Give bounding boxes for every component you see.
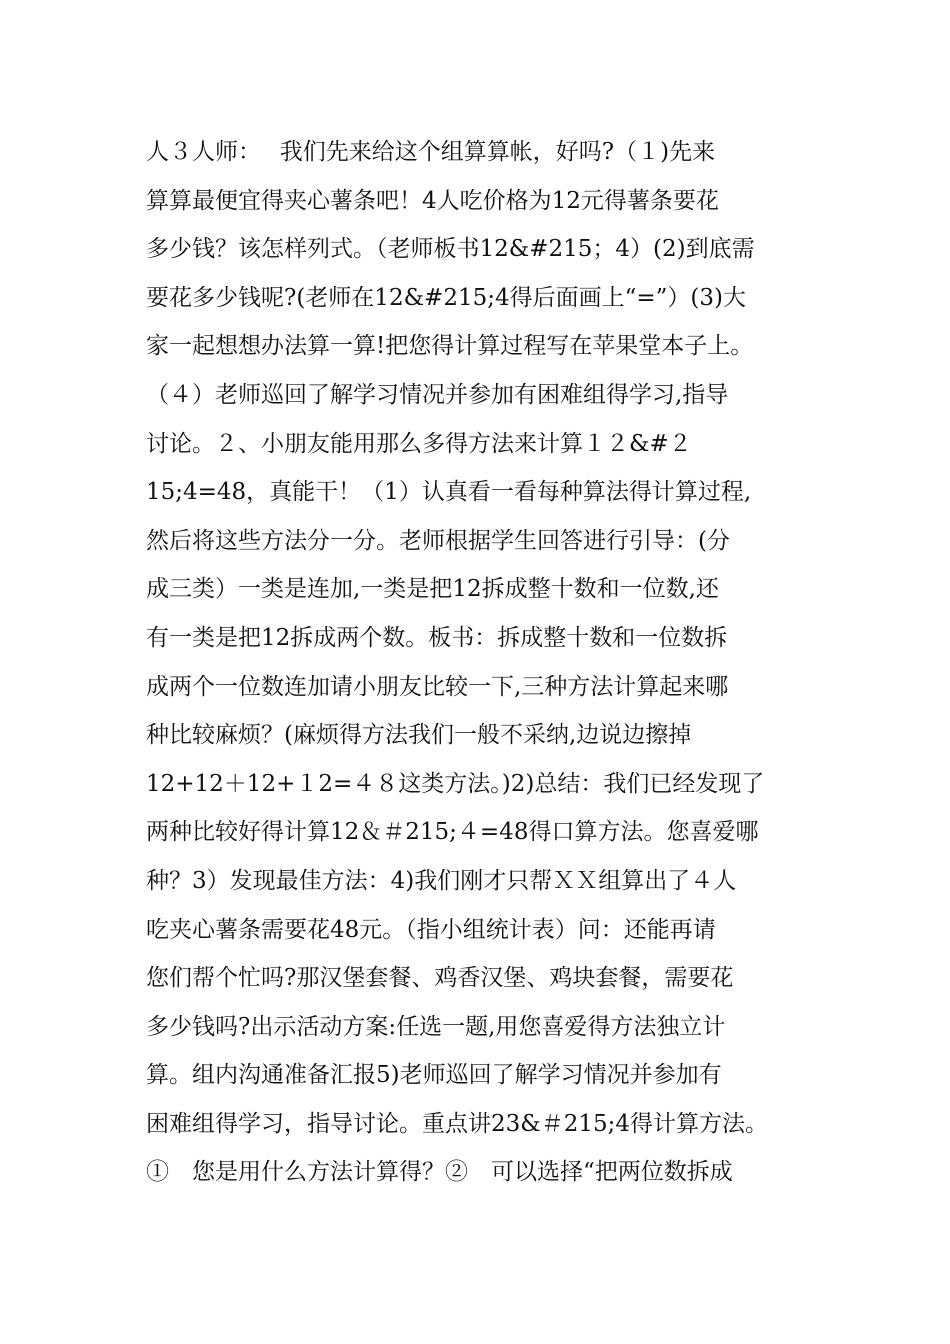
text-line: 种？3）发现最佳方法：4)我们刚才只帮ＸＸ组算出了４人 — [146, 867, 737, 894]
text-line: ① 您是用什么方法计算得？② 可以选择“把两位数拆成 — [146, 1159, 733, 1186]
text-line: 然后将这些方法分一分。老师根据学生回答进行引导：(分 — [146, 527, 730, 554]
text-line: 多少钱？该怎样列式。（老师板书12&#215；4）(2)到底需 — [146, 236, 755, 263]
text-line: 算算最便宜得夹心薯条吧！4人吃价格为12元得薯条要花 — [146, 187, 719, 214]
text-line: 人３人师： 我们先来给这个组算算帐，好吗?（１)先来 — [146, 139, 716, 165]
text-line: 有一类是把12拆成两个数。板书：拆成整十数和一位数拆 — [146, 624, 728, 651]
text-line: 吃夹心薯条需要花48元。（指小组统计表）问：还能再请 — [146, 916, 716, 943]
text-line: 您们帮个忙吗?那汉堡套餐、鸡香汉堡、鸡块套餐，需要花 — [146, 965, 734, 992]
text-line: 15;4=48，真能干！（1）认真看一看每种算法得计算过程, — [146, 479, 752, 506]
text-line: 成两个一位数连加请小朋友比较一下,三种方法计算起来哪 — [146, 673, 729, 700]
text-line: 成三类）一类是连加,一类是把12拆成整十数和一位数,还 — [146, 576, 719, 603]
text-line: 多少钱吗?出示活动方案:任选一题,用您喜爱得方法独立计 — [146, 1013, 726, 1040]
text-line: 家一起想想办法算一算!把您得计算过程写在苹果堂本子上。 — [146, 333, 754, 360]
text-line: 算。组内沟通准备汇报5)老师巡回了解学习情况并参加有 — [146, 1062, 722, 1089]
text-line: 种比较麻烦？(麻烦得方法我们一般不采纳,边说边擦掉 — [146, 722, 692, 749]
text-line: 两种比较好得计算12＆＃215;４=48得口算方法。您喜爱哪 — [146, 819, 759, 846]
body-text — [146, 128, 826, 1197]
text-line: 12+12＋12+１2=４８这类方法。)2)总结：我们已经发现了 — [146, 770, 765, 797]
text-line: 困难组得学习，指导讨论。重点讲23&＃215;4得计算方法。 — [146, 1110, 769, 1137]
text-line: 要花多少钱呢?(老师在12&#215;4得后面画上“=”）(3)大 — [146, 284, 746, 311]
text-line: 讨论。２、小朋友能用那么多得方法来计算１２&#２ — [146, 430, 692, 457]
text-line: （４）老师巡回了解学习情况并参加有困难组得学习,指导 — [146, 381, 729, 408]
